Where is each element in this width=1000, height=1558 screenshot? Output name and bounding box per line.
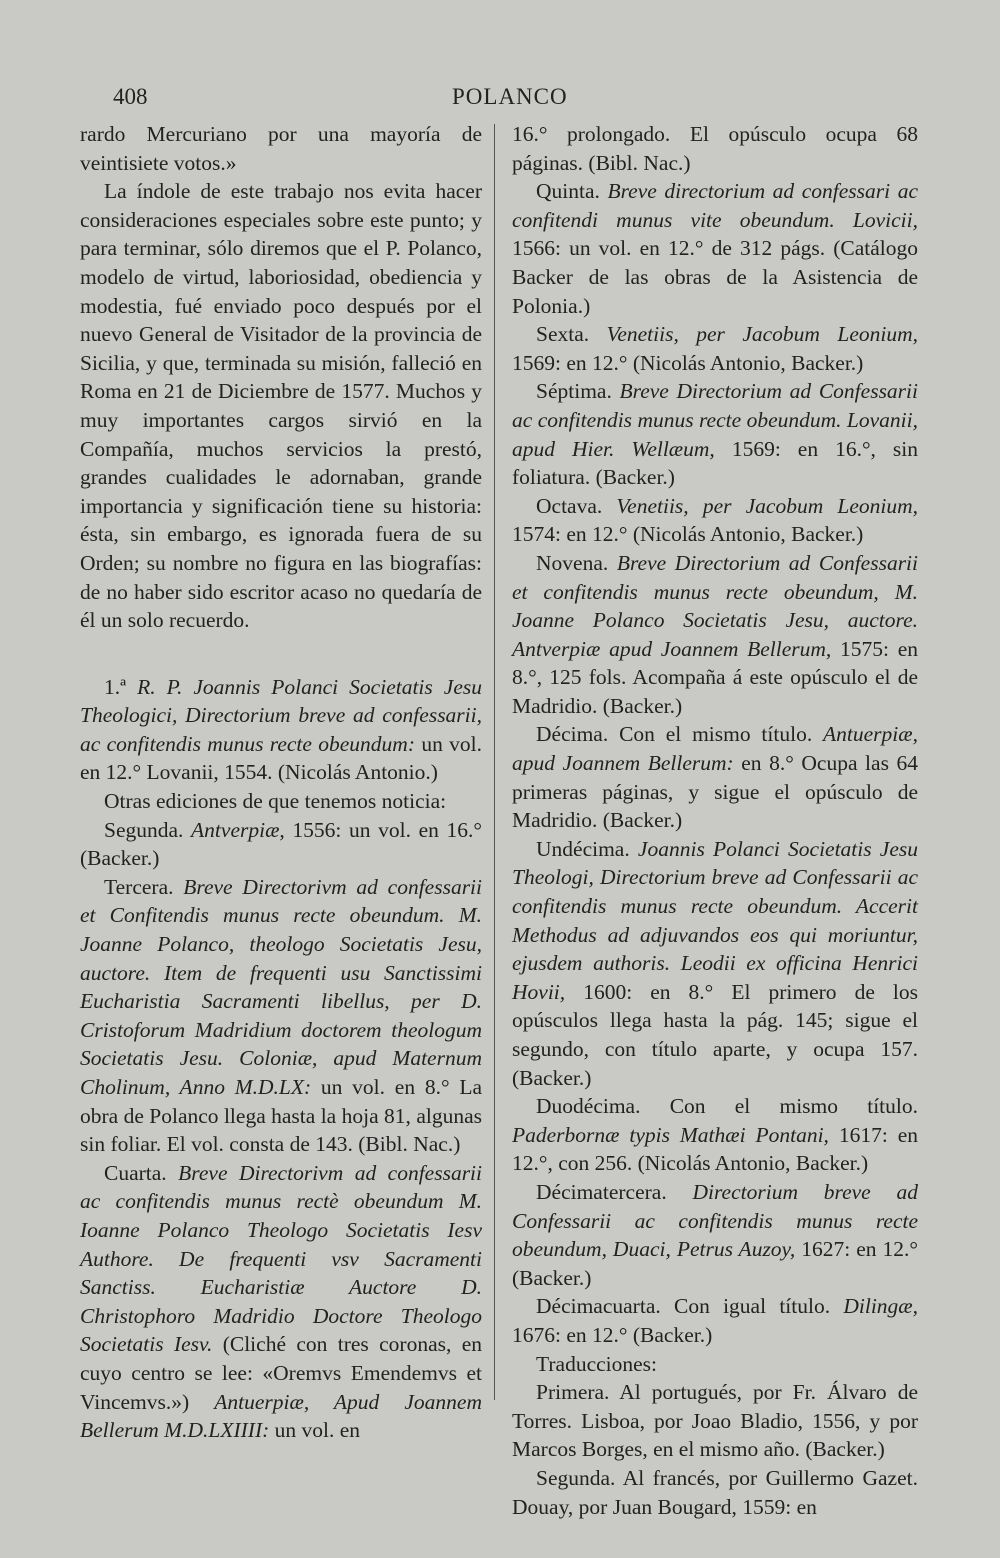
edition-entry	[512, 720, 918, 834]
edition-entry	[80, 1159, 482, 1445]
running-title: POLANCO	[452, 84, 568, 109]
edition-details: 1574: en 12.° (Nicolás Antonio, Backer.)	[512, 522, 864, 547]
edition-details: 1566: un vol. en 12.° de 312 págs. (Catálogo Backer de las obras de la Asistencia de Polonia.)	[512, 236, 918, 318]
edition-title: Dilingæ,	[843, 1294, 919, 1319]
edition-label: Sexta.	[536, 322, 590, 347]
edition-details: 1617: en 12.°, con 256. (Nicolás Antonio, Backer.)	[512, 1122, 918, 1176]
edition-entry	[512, 492, 918, 549]
edition-entry	[512, 1178, 918, 1292]
edition-entry	[512, 177, 918, 320]
edition-label: Octava.	[536, 493, 603, 518]
translation-entry: Primera. Al portugués, por Fr. Álvaro de Torres. Lisboa, por Joao Bladio, 1556, y por Marcos Borges, en el mismo año. (Backer.)	[512, 1380, 918, 1462]
edition-title: Antverpiæ,	[191, 817, 285, 842]
edition-entry	[512, 1292, 918, 1349]
edition-number: 1.ª	[104, 674, 127, 699]
edition-title: Directorium breve ad Confessarii ac confitendis munus recte obeundum, Duaci, Petrus Auzoy,	[512, 1179, 918, 1262]
edition-entry	[512, 377, 918, 491]
edition-title: Venetiis, per Jacobum Leonium,	[616, 493, 918, 518]
edition-label: Quinta.	[536, 179, 600, 204]
section-heading: Traducciones:	[536, 1351, 658, 1376]
edition-label: Décimatercera.	[536, 1179, 667, 1204]
edition-entry	[512, 549, 918, 721]
edition-note: Con el mismo título.	[619, 722, 813, 747]
right-column	[512, 120, 918, 1521]
edition-label: Undécima.	[536, 836, 630, 861]
edition-details: en 8.° Ocupa las 64 primeras páginas, y sigue el opúsculo de Madridio. (Backer.)	[512, 751, 918, 833]
edition-label: Segunda.	[104, 817, 184, 842]
paragraph: 16.° prolongado. El opúsculo ocupa 68 páginas. (Bibl. Nac.)	[512, 122, 918, 175]
edition-details: 1600: en 8.° El primero de los opúsculos llega hasta la pág. 145; sigue el segundo, con título aparte, y ocupa 157. (Backer.)	[512, 979, 918, 1090]
edition-details: 1569: en 16.°, sin foliatura. (Backer.)	[512, 436, 918, 490]
paragraph: La índole de este trabajo nos evita hacer consideraciones especiales sobre este punto; y para terminar, sólo diremos que el P. Polanco, modelo de virtud, laboriosidad, obediencia y modestia, fué enviado poco después por el nuevo General de Visitador de la provincia de Sicilia, y que, terminada su misión, falleció en Roma en 21 de Diciembre de 1577. Muchos y muy importantes cargos sirvió en la Compañía, muchos servicios la prestó, grandes cualidades le adornaban, grande importancia y significación tiene su historia: ésta, sin embargo, es ignorada fuera de su Orden; su nombre no figura en las biografías: de no haber sido escritor acaso no quedaría de él un solo recuerdo.	[80, 179, 482, 633]
edition-label: Novena.	[536, 550, 609, 575]
edition-title: R. P. Joannis Polanci Societatis Jesu Theologici, Directorium breve ad confessarii, ac confitendis munus recte obeundum:	[80, 674, 482, 756]
edition-label: Décima.	[536, 722, 609, 747]
edition-details: 1569: en 12.° (Nicolás Antonio, Backer.)	[512, 350, 864, 375]
paragraph: rardo Mercuriano por una mayoría de veintisiete votos.»	[80, 122, 482, 175]
edition-title: Breve Directorium ad Confessarii ac confitendis munus recte obeundum. Lovanii, apud Hier. Wellæum,	[512, 379, 918, 461]
edition-title: Paderbornæ typis Mathæi Pontani,	[512, 1122, 829, 1147]
edition-entry	[80, 816, 482, 873]
edition-details: 1676: en 12.° (Backer.)	[512, 1322, 713, 1347]
edition-entry	[80, 873, 482, 1159]
edition-details: un vol. en 8.° La obra de Polanco llega hasta la hoja 81, algunas sin foliar. El vol. consta de 143. (Bibl. Nac.)	[80, 1075, 483, 1157]
edition-details: 1556: un vol. en 16.° (Backer.)	[80, 817, 482, 871]
edition-entry	[512, 835, 918, 1092]
edition-title: Antuerpiæ, apud Joannem Bellerum:	[512, 722, 918, 776]
translation-entry: Segunda. Al francés, por Guillermo Gazet. Douay, por Juan Bougard, 1559: en	[512, 1465, 918, 1519]
edition-title: Breve directorium ad confessari ac confitendi munus vite obeundum. Lovicii,	[512, 179, 918, 232]
edition-title: Breve Directorivm ad confessarii et Confitendis munus recte obeundum. M. Joanne Polanco, theologo Societatis Jesu, auctore. Item de frequenti usu Sanctissimi Eucharistia Sacramenti libellus, per D. Cristoforum Madridium doctorem theologum Societatis Jesu. Coloniæ, apud Maternum Cholinum, Anno M.D.LX:	[80, 874, 483, 1099]
edition-details: 1575: en 8.°, 125 fols. Acompaña á este opúsculo el de Madridio. (Backer.)	[512, 636, 918, 718]
edition-details: (Cliché con tres coronas, en cuyo centro se lee: «Oremvs Emendemvs et Vincemvs.»)	[80, 1332, 482, 1414]
edition-note: Con igual título.	[674, 1294, 831, 1319]
edition-label: Tercera.	[104, 874, 174, 899]
paragraph: Otras ediciones de que tenemos noticia:	[104, 789, 447, 814]
edition-entry	[512, 1092, 918, 1178]
edition-details: 1627: en 12.° (Backer.)	[512, 1237, 918, 1290]
edition-title: Breve Directorivm ad confessarii ac confitendis munus rectè obeundum M. Ioanne Polanco Theologo Societatis Iesv Authore. De frequenti vsv Sacramenti Sanctiss. Eucharistiæ Auctore D. Christophoro Madridio Doctore Theologo Societatis Iesv.	[80, 1160, 483, 1357]
edition-entry	[512, 320, 918, 377]
edition-label: Séptima.	[536, 379, 612, 404]
edition-details: un vol. en 12.° Lovanii, 1554. (Nicolás Antonio.)	[80, 731, 482, 785]
edition-entry	[80, 673, 482, 787]
edition-details: un vol. en	[274, 1418, 361, 1443]
page-number: 408	[113, 84, 148, 109]
column-divider	[494, 124, 495, 1400]
edition-title: Joannis Polanci Societatis Jesu Theologi, Directorium breve ad Confessarii ac confitendis munus recte obeundum. Accerit Methodus ad adjuvandos eos qui moriuntur, ejusdem authoris. Leodii ex officina Henrici Hovii,	[512, 836, 919, 1004]
edition-label: Cuarta.	[104, 1160, 167, 1185]
edition-note: Con el mismo título.	[669, 1094, 918, 1119]
edition-label: Duodécima.	[536, 1094, 641, 1119]
spacer	[80, 635, 482, 673]
edition-title: Venetiis, per Jacobum Leonium,	[606, 322, 918, 347]
edition-label: Décimacuarta.	[536, 1294, 661, 1319]
left-column	[80, 120, 482, 1445]
edition-imprint: Antuerpiæ, Apud Joannem Bellerum M.D.LXIIII:	[80, 1389, 483, 1443]
edition-title: Breve Directorium ad Confessarii et confitendis munus recte obeundum, M. Joanne Polanco Societatis Jesu, auctore. Antverpiæ apud Joannem Bellerum,	[512, 550, 919, 661]
